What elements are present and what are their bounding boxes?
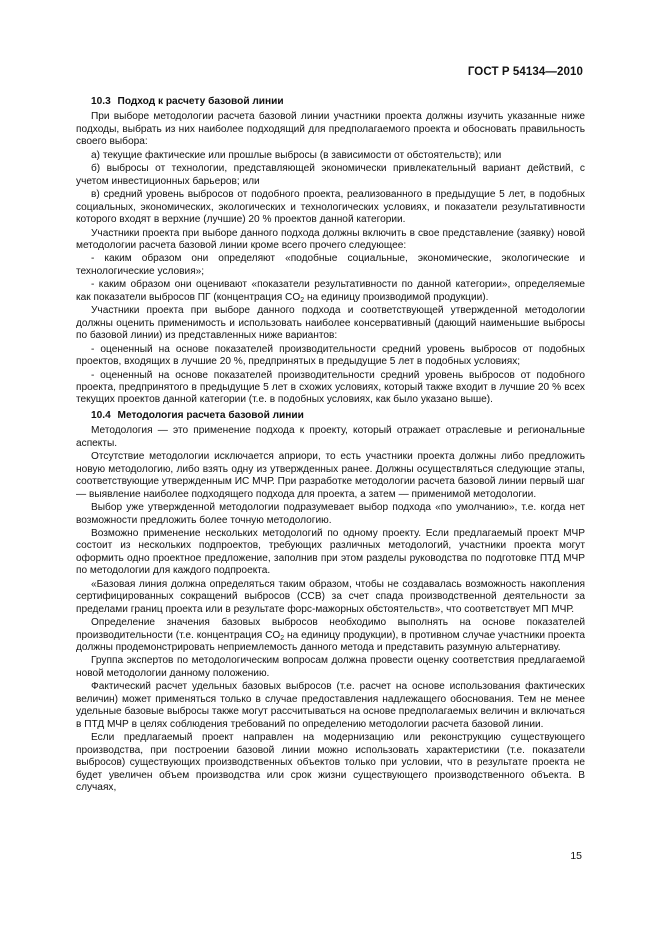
paragraph: Если предлагаемый проект направлен на модернизацию или реконструкцию существующего производства, при построении базовой линии можно использовать характеристики (т.е. показатели выбросов) существующих производственных объектов только при условии, что в результате проекта не будет увеличен объем производства или срок жизни существующего производственного объекта. В случаях, — [76, 732, 585, 794]
section-title: Методология расчета базовой линии — [117, 409, 304, 421]
section-title: Подход к расчету базовой линии — [117, 96, 284, 107]
paragraph: Участники проекта при выборе данного подхода должны включить в свое представление (заявку) новой методологии расчета базовой линии кроме всего прочего следующее: — [76, 227, 585, 251]
paragraph: При выборе методологии расчета базовой линии участники проекта должны изучить указанные ниже подходы, выбрать из них наиболее подходящий для предполагаемого проекта и обосновать правильность своего выбора: — [76, 111, 585, 148]
section-number: 10.4 — [91, 409, 111, 421]
dash-item: - каким образом они определяют «подобные социальные, экономические, экологические и технологические условия»; — [76, 253, 585, 277]
dash-item: - каким образом они оценивают «показатели результативности по данной категории», определяемые как показатели выбросов ПГ (концентрация $CO_2$ на единицу производимой продукции). — [76, 279, 585, 304]
paragraph: Отсутствие методологии исключается априори, то есть участники проекта должны либо предложить новую методологию, либо взять одну из утвержденных ранее. Должны осуществляться следующие этапы, соответствующие утвержденным ИС МЧР. При разработке методологии расчета базовой линии первый шаг — выявление наиболее подходящего подхода для проекта, а затем — применимой методологии. — [76, 451, 585, 500]
list-item-b: б) выбросы от технологии, представляющей экономически привлекательный вариант действий, с учетом инвестиционных барьеров; или — [76, 163, 585, 187]
section-heading-10-3 — [76, 96, 585, 108]
paragraph: Группа экспертов по методологическим вопросам должна провести оценку соответствия предлагаемой новой методологии данному положению. — [76, 655, 585, 679]
paragraph: Участники проекта при выборе данного подхода и соответствующей утвержденной методологии должны оценить применимость и использовать наиболее консервативный (дающий наименьшие выбросы по базовой линии) из представленных ниже вариантов: — [76, 305, 585, 342]
document-header: ГОСТ Р 54134—2010 — [467, 66, 583, 78]
paragraph: Определение значения базовых выбросов необходимо выполнять на основе показателей производительности (т.е. концентрация $CO_2$ на единицу продукции), в противном случае участники проекта должны продемонстрировать неприемлемость данного метода и представить разумную альтернативу. — [76, 617, 585, 654]
paragraph: Методология — это применение подхода к проекту, который отражает отраслевые и региональные аспекты. — [76, 425, 585, 449]
paragraph: «Базовая линия должна определяться таким образом, чтобы не создавалась возможность накопления сертифицированных сокращений выбросов (ССВ) за счет спада производственной деятельности за пределами границ проекта или в результате форс-мажорных обстоятельств», что соответствует МП МЧР. — [76, 578, 585, 615]
dash-item: - оцененный на основе показателей производительности средний уровень выбросов от подобного проекта, предпринятого в предыдущие 5 лет в схожих условиях, который также входит в лучшие 20 % всех текущих проектов данной категории (т.е. в подобных условиях, как было указано выше). — [76, 369, 585, 406]
paragraph: Фактический расчет удельных базовых выбросов (т.е. расчет на основе использования фактических величин) может применяться только в случае предоставления надлежащего обоснования. Тем не менее удельные базовые выбросы также могут рассчитываться на основе предполагаемых величин и включаться в ПТД МЧР в целях соблюдения требований по определению методологии расчета базовой линии. — [76, 681, 585, 730]
paragraph: Возможно применение нескольких методологий по одному проекту. Если предлагаемый проект МЧР состоит из нескольких подпроектов, требующих различных методологий, участники проекта могут оформить одно проектное предложение, заполнив при этом разделы руководства по подготовке ПТД МЧР по методологии для каждого подпроекта. — [76, 527, 585, 577]
section-number: 10.3 — [91, 96, 111, 107]
section-heading-10-4 — [76, 410, 585, 422]
document-body — [76, 96, 585, 794]
list-item-a: а) текущие фактические или прошлые выбросы (в зависимости от обстоятельств); или — [91, 149, 502, 161]
dash-item: - оцененный на основе показателей производительности средний уровень выбросов от подобных проектов, входящих в лучшие 20 %, предпринятых в предыдущие 5 лет в подобных условиях; — [76, 343, 585, 368]
page-number: 15 — [570, 850, 582, 862]
paragraph: Выбор уже утвержденной методологии подразумевает выбор подхода «по умолчанию», т.е. когда нет возможности предложить более точную методологию. — [76, 502, 585, 526]
list-item-c: в) средний уровень выбросов от подобного проекта, реализованного в предыдущие 5 лет, в подобных социальных, экономических, экологических и технологических условиях, и показатели результативности которого входят в верхние (лучшие) 20 % проектов данной категории. — [76, 189, 585, 226]
